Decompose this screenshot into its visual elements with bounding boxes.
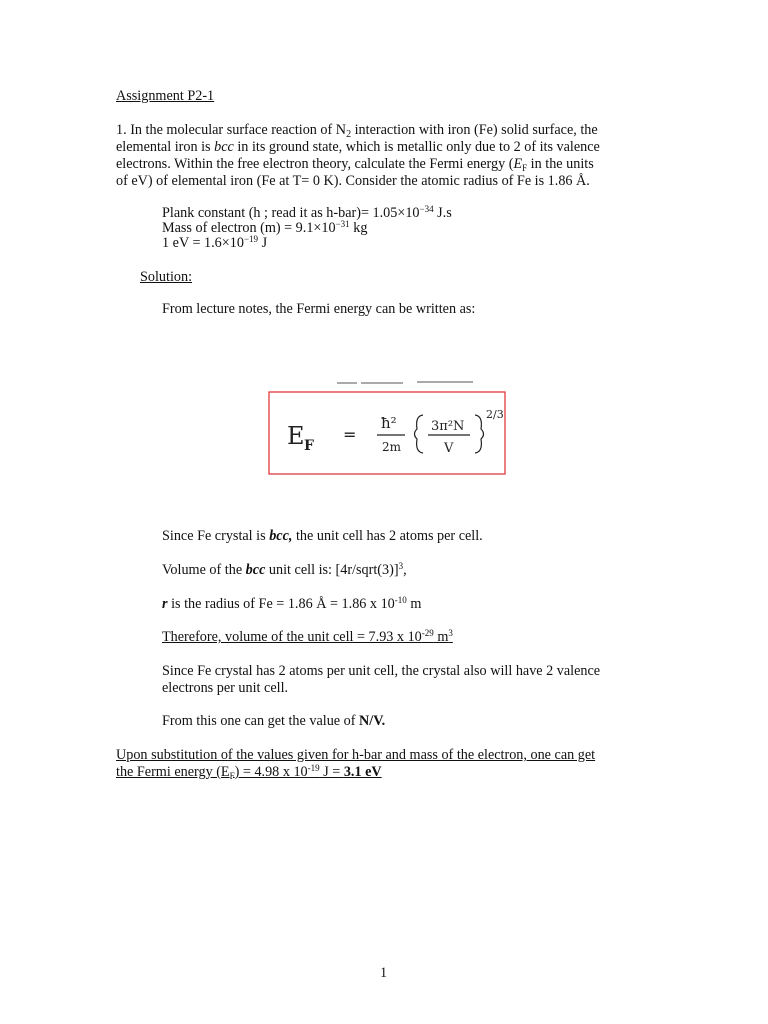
- plank-constant: Plank constant (h ; read it as $h-bar)= 1.05\times 10^{-34}$ J.s: [162, 204, 452, 221]
- page-number: 1: [380, 965, 388, 981]
- bcc-atoms-line: Since Fe crystal is bcc, the unit cell has 2 atoms per cell.: [162, 528, 483, 544]
- volume-line: Volume of the bcc unit cell is: [4r/sqrt(3)]$^3$,: [162, 561, 407, 578]
- formula-inner-denominator: V: [444, 441, 454, 456]
- formula-numerator: ħ²: [381, 414, 397, 432]
- fermi-energy-formula-image: [255, 336, 517, 514]
- valence-electrons-paragraph: Since Fe crystal has 2 atoms per unit cell, the crystal also will have 2 valence electrons per unit cell.: [162, 663, 601, 696]
- constants-list: [162, 206, 452, 251]
- formula-equals: =: [343, 425, 357, 444]
- ev-conversion: 1 eV = $1.6\times 10^{-19}$ J: [162, 234, 268, 251]
- lecture-notes-line: From lecture notes, the Fermi energy can be written as:: [162, 301, 476, 317]
- solution-label: Solution:: [140, 269, 193, 285]
- question-paragraph: 1. In the molecular surface reaction of $N_2$ interaction with iron (Fe) solid surface, the elemental iron is bcc in its ground state, which is metallic only due to 2 of its valence electrons. Within the free electron theory, calculate the Fermi energy ($E_F$ in the units of eV) of elemental iron (Fe at T= 0 K). Consider the atomic radius of Fe is 1.86 Å.: [116, 122, 600, 189]
- page-title: Assignment P2-1: [116, 88, 215, 104]
- electron-mass: Mass of electron $(m) = 9.1\times 10^{-31}$ kg: [162, 219, 368, 236]
- formula-inner-numerator: 3π²N: [431, 419, 465, 434]
- formula-denominator: 2m: [382, 440, 402, 454]
- unit-cell-volume-result: Therefore, volume of the unit cell = 7.93 x $10^{-29}$ $m^3$: [162, 628, 453, 645]
- radius-line: r is the radius of Fe = 1.86 Å = 1.86 x $10^{-10}$ m: [162, 595, 422, 612]
- formula-lhs-sub: F: [304, 438, 314, 454]
- final-result-paragraph: Upon substitution of the values given for h-bar and mass of the electron, one can get the Fermi energy $(E_F) = 4.98$ x $10^{-19}$ J = 3.1 eV: [116, 747, 596, 781]
- formula-power: 2/3: [486, 408, 504, 421]
- nv-line: From this one can get the value of N/V.: [162, 713, 386, 729]
- formula-lhs: E: [287, 422, 305, 450]
